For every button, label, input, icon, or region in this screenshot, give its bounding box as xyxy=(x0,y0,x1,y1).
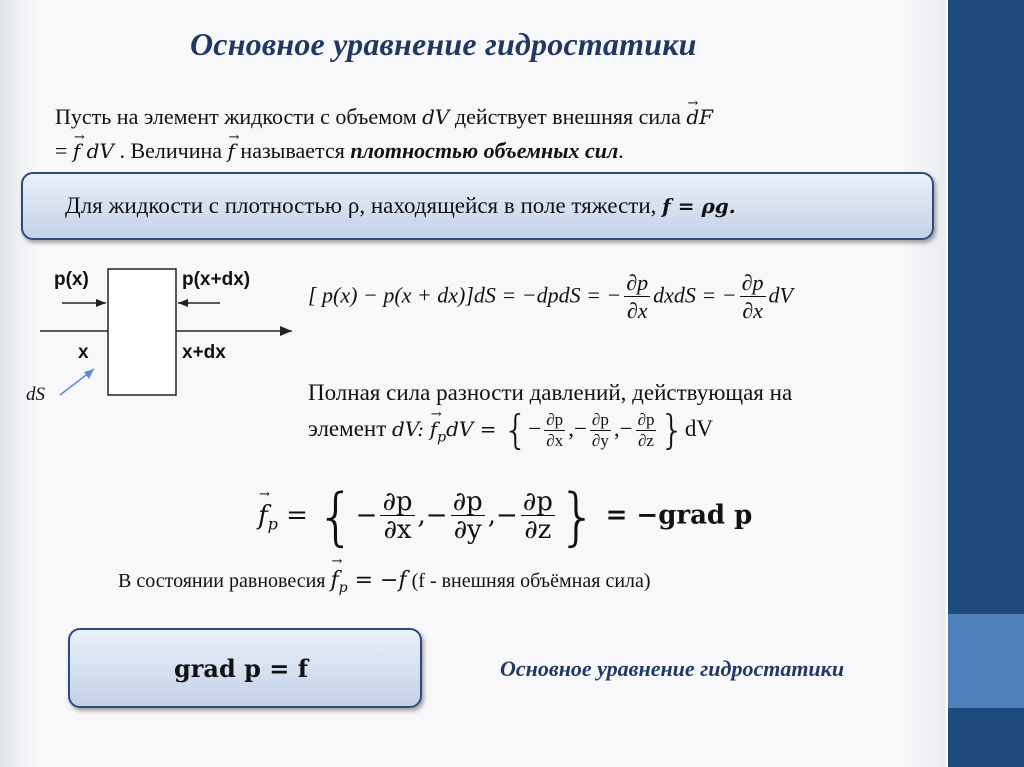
big-partial-z-den: ∂z xyxy=(524,515,552,545)
big-partial-z-num: ∂p xyxy=(522,487,553,517)
label-x: x xyxy=(78,342,89,363)
small-partial-x-num: ∂p xyxy=(546,410,564,429)
slide-title: Основное уравнение гидростатики xyxy=(190,26,697,62)
gravity-box-text xyxy=(65,193,736,219)
eq1-lhs: [ p(x) − p(x + dx)]dS = −dpdS = − xyxy=(308,282,622,308)
small-partial-z-num: ∂p xyxy=(637,410,655,429)
intro-text-2: действует внешняя сила xyxy=(449,104,687,129)
main-equation xyxy=(174,654,308,683)
gravity-box-formula: f = ρg. xyxy=(662,194,736,218)
force-density-equation: $f \to_p$ = {− $\frac{\partial p}{\partial x}$ ,− $\frac{\partial p}{\partial y}$ ,− $\frac{\partial p}{\partial z}$ } = −grad p xyxy=(258,480,752,553)
main-equation-formula: grad p = f xyxy=(174,654,309,683)
intro-f: f → xyxy=(228,135,235,168)
full-force-line-1: Полная сила разности давлений, действующая на xyxy=(308,380,793,405)
full-force-end: dV xyxy=(684,415,714,441)
left-pressure-arrowhead xyxy=(96,299,106,307)
fp-close-brace: } xyxy=(557,480,598,553)
gravity-box-label: Для жидкости с плотностью ρ, находящейся в поле тяжести, xyxy=(65,193,663,218)
intro-end: . xyxy=(618,138,624,163)
intro-emphasis: плотностью объемных сил xyxy=(350,138,619,163)
full-force-open-brace: { xyxy=(502,407,529,454)
small-partial-z-den: ∂z xyxy=(638,431,654,450)
label-x-dx: x+dx xyxy=(182,342,226,363)
small-partial-x-den: ∂x xyxy=(546,431,564,450)
eq1-num-2: ∂p xyxy=(741,270,764,295)
volume-element xyxy=(108,269,176,395)
eq1-end: dV xyxy=(768,282,793,308)
full-force-close-brace: } xyxy=(659,407,685,454)
main-equation-caption: Основное уравнение гидростатики xyxy=(500,656,845,681)
equilibrium-fp: f → xyxy=(331,568,339,593)
intro-text-1: Пусть на элемент жидкости с объемом xyxy=(55,104,423,129)
small-partial-y-den: ∂y xyxy=(591,431,609,450)
full-force-fp: f → xyxy=(430,412,437,446)
axis-arrowhead xyxy=(280,326,292,336)
equilibrium-eq: = −f xyxy=(347,568,407,593)
sidebar-accent-band xyxy=(948,614,1024,708)
fp-open-brace: { xyxy=(316,480,356,553)
pressure-diagram xyxy=(22,255,312,415)
eq1-fraction-1 xyxy=(624,270,650,325)
fp-subscript: p xyxy=(267,514,278,534)
intro-dF: dF → xyxy=(686,101,713,134)
eq1-mid: dxdS = − xyxy=(653,282,737,308)
pressure-difference-equation xyxy=(308,270,793,325)
full-force-dV-label: dV: xyxy=(392,416,424,441)
full-force-line-2: элемент xyxy=(308,415,393,441)
equilibrium-fp-sub: p xyxy=(338,580,348,596)
small-partial-y xyxy=(590,410,611,451)
intro-paragraph xyxy=(55,100,935,168)
equilibrium-text: В состоянии равновесия xyxy=(118,570,331,592)
intro-dV: dV xyxy=(422,105,450,129)
pressure-diagram-svg xyxy=(22,255,312,415)
intro-text-4: . Величина xyxy=(113,138,228,163)
fp-symbol: f → xyxy=(258,501,268,531)
label-p-x: p(x) xyxy=(54,269,89,290)
full-force-text: Полная сила разности давлений, действующая на элемент dV: $f \to_pdV$ = {− $\frac{\partial p}{\partial x}$ ,− $\frac{\partial p}{\partial y}$ ,− $\frac{\partial p}{\partial z}$ }dV xyxy=(308,376,928,454)
eq1-num-1: ∂p xyxy=(626,270,649,295)
small-partial-y-num: ∂p xyxy=(591,410,609,429)
small-partial-z xyxy=(636,410,657,451)
equilibrium-line xyxy=(118,568,651,596)
dS-pointer-head xyxy=(84,369,94,379)
small-partial-x xyxy=(544,410,565,451)
label-dS: dS xyxy=(26,384,45,405)
big-partial-x-num: ∂p xyxy=(382,487,413,517)
eq1-den-1: ∂x xyxy=(626,298,648,323)
full-force-eq: dV = xyxy=(446,416,503,441)
big-partial-y xyxy=(451,489,485,544)
main-equation-box xyxy=(68,628,422,708)
big-partial-y-num: ∂p xyxy=(452,487,483,517)
gravity-box xyxy=(21,172,934,240)
intro-fdV: f dV → xyxy=(73,135,114,168)
big-partial-z xyxy=(521,489,555,544)
label-p-x-dx: p(x+dx) xyxy=(182,269,251,290)
eq1-fraction-2 xyxy=(740,270,766,325)
big-partial-x-den: ∂x xyxy=(383,515,412,545)
big-partial-x xyxy=(380,489,414,544)
big-partial-y-den: ∂y xyxy=(453,515,482,545)
sidebar-edge xyxy=(946,0,948,767)
full-force-fp-sub: p xyxy=(437,429,447,446)
grad-expression: = −grad p xyxy=(605,500,753,531)
eq1-den-2: ∂x xyxy=(742,298,763,323)
equilibrium-note: (f - внешняя объёмная сила) xyxy=(406,570,651,592)
intro-text-3: = xyxy=(55,138,73,163)
intro-text-5: называется xyxy=(234,138,351,163)
right-pressure-arrowhead xyxy=(178,299,188,307)
